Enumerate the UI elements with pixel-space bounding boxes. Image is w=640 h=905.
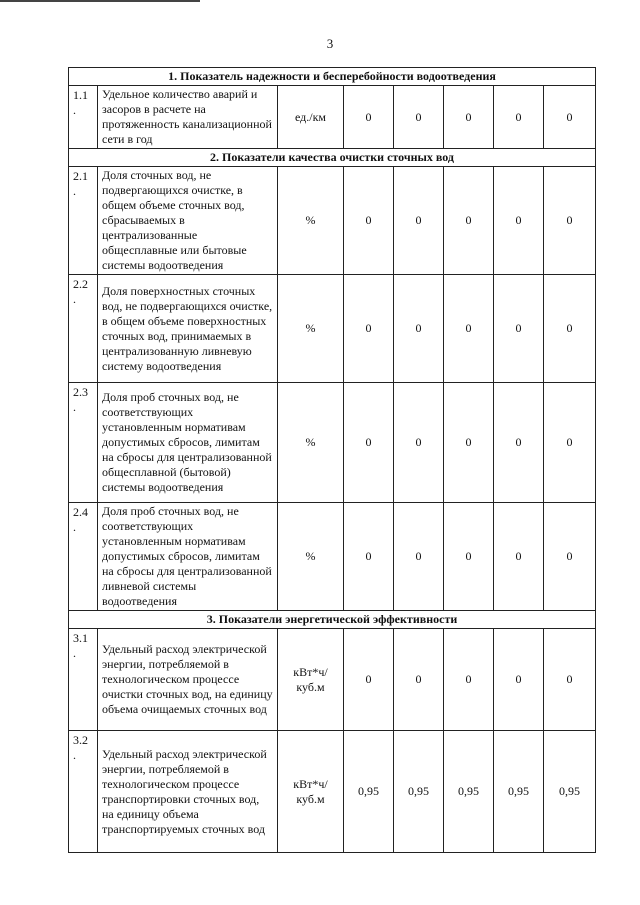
row-value: 0: [494, 86, 544, 149]
row-value: 0: [344, 383, 394, 503]
row-value: 0: [544, 86, 596, 149]
row-number: 2.2 .: [69, 275, 98, 383]
section-title: 3. Показатели энергетической эффективности: [69, 611, 596, 629]
row-value: 0: [394, 629, 444, 731]
row-value: 0: [444, 167, 494, 275]
row-value: 0,95: [544, 731, 596, 853]
row-value: 0: [344, 86, 394, 149]
indicators-table: [68, 67, 596, 853]
row-value: 0: [544, 503, 596, 611]
row-value: 0,95: [494, 731, 544, 853]
row-value: 0: [544, 383, 596, 503]
row-unit: %: [278, 503, 344, 611]
row-number: 3.2 .: [69, 731, 98, 853]
row-value: 0: [394, 383, 444, 503]
row-value: 0: [444, 503, 494, 611]
row-unit: кВт*ч/ куб.м: [278, 731, 344, 853]
row-value: 0: [444, 629, 494, 731]
section-title: 1. Показатель надежности и бесперебойности водоотведения: [69, 68, 596, 86]
row-value: 0: [394, 86, 444, 149]
row-number: 2.3 .: [69, 383, 98, 503]
section-header: [69, 68, 596, 86]
row-value: 0: [394, 275, 444, 383]
row-number: 2.4 .: [69, 503, 98, 611]
row-value: 0: [344, 503, 394, 611]
row-unit: %: [278, 167, 344, 275]
row-value: 0: [344, 275, 394, 383]
table-row: [69, 383, 596, 503]
row-unit: ед./км: [278, 86, 344, 149]
page-number: 3: [326, 36, 334, 51]
row-value: 0: [544, 167, 596, 275]
row-value: 0: [494, 167, 544, 275]
row-value: 0: [494, 383, 544, 503]
row-unit: кВт*ч/ куб.м: [278, 629, 344, 731]
row-value: 0: [344, 629, 394, 731]
row-description: Удельное количество аварий и засоров в расчете на протяженность канализационной сети в год: [98, 86, 278, 149]
row-description: Доля сточных вод, не подвергающихся очистке, в общем объеме сточных вод, сбрасываемых в централизованные общесплавные или бытовые системы водоотведения: [98, 167, 278, 275]
row-value: 0: [394, 167, 444, 275]
row-number: 1.1 .: [69, 86, 98, 149]
table-row: [69, 503, 596, 611]
section-header: [69, 149, 596, 167]
row-value: 0: [494, 275, 544, 383]
row-value: 0: [394, 503, 444, 611]
row-value: 0: [494, 629, 544, 731]
row-unit: %: [278, 383, 344, 503]
table-row: [69, 731, 596, 853]
row-value: 0: [444, 275, 494, 383]
row-value: 0: [544, 629, 596, 731]
row-number: 3.1 .: [69, 629, 98, 731]
row-description: Доля проб сточных вод, не соответствующих установленным нормативам допустимых сбросов, лимитам на сбросы для централизованной ливневой системы водоотведения: [98, 503, 278, 611]
row-unit: %: [278, 275, 344, 383]
row-description: Доля поверхностных сточных вод, не подвергающихся очистке, в общем объеме поверхностных сточных вод, принимаемых в централизованную ливневую систему водоотведения: [98, 275, 278, 383]
row-value: 0: [494, 503, 544, 611]
row-value: 0: [444, 383, 494, 503]
row-value: 0,95: [394, 731, 444, 853]
table-row: [69, 629, 596, 731]
table-row: [69, 275, 596, 383]
row-value: 0,95: [444, 731, 494, 853]
row-number: 2.1 .: [69, 167, 98, 275]
row-description: Доля проб сточных вод, не соответствующих установленным нормативам допустимых сбросов, лимитам на сбросы для централизованной общесплавной (бытовой) системы водоотведения: [98, 383, 278, 503]
row-value: 0: [444, 86, 494, 149]
row-value: 0,95: [344, 731, 394, 853]
section-title: 2. Показатели качества очистки сточных вод: [69, 149, 596, 167]
row-value: 0: [344, 167, 394, 275]
row-description: Удельный расход электрической энергии, потребляемой в технологическом процессе транспортировки сточных вод, на единицу объема транспортируемых сточных вод: [98, 731, 278, 853]
table-row: [69, 86, 596, 149]
row-value: 0: [544, 275, 596, 383]
section-header: [69, 611, 596, 629]
table-row: [69, 167, 596, 275]
top-rule: [0, 0, 200, 2]
row-description: Удельный расход электрической энергии, потребляемой в технологическом процессе очистки сточных вод, на единицу объема очищаемых сточных вод: [98, 629, 278, 731]
